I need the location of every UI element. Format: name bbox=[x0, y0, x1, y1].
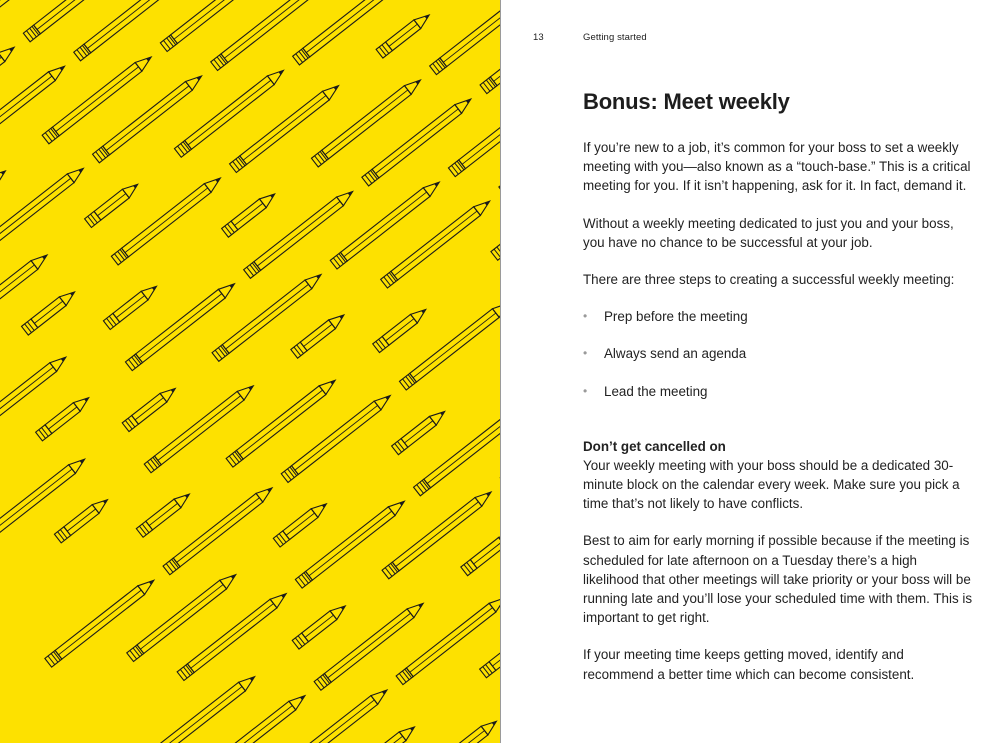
pencil-icon bbox=[480, 2, 500, 93]
paragraph: Best to aim for early morning if possible because if the meeting is scheduled for late afternoon on a Tuesday there’s a high likelihood that other meetings will take priority or your boss will be running late and you’ll lose your scheduled time with them. This is important to get right. bbox=[583, 533, 973, 626]
list-item bbox=[583, 382, 975, 401]
pencil-icon bbox=[373, 305, 429, 352]
bullet-icon: • bbox=[583, 383, 588, 398]
pencil-icon bbox=[85, 180, 141, 227]
pencil-icon bbox=[480, 630, 500, 677]
text-page bbox=[501, 0, 1000, 743]
page-number: 13 bbox=[533, 32, 544, 43]
pencil-icon bbox=[273, 500, 329, 547]
paragraph: Your weekly meeting with your boss should be a dedicated 30-minute block on the calendar every week. Make sure you pick a time that’s not likely to have conflicts. bbox=[583, 457, 960, 512]
pencil-icon bbox=[448, 85, 500, 176]
pencil-icon bbox=[222, 190, 278, 237]
pencil-icon bbox=[461, 528, 500, 575]
pencil-icon bbox=[0, 353, 69, 444]
intro-paragraph: If you’re new to a job, it’s common for your boss to set a weekly meeting with you—also known as a “touch-base.” This is a critical meeting for you. If it isn’t happening, ask for it. In fact, demand it. bbox=[583, 140, 971, 194]
pencil-icon bbox=[42, 53, 154, 144]
pencil-icon bbox=[230, 81, 342, 172]
pencil-icon bbox=[443, 717, 499, 743]
paragraph: If your meeting time keeps getting moved, identify and recommend a better time which can become consistent. bbox=[583, 647, 915, 682]
pencil-icon bbox=[93, 72, 205, 163]
pencil-icon bbox=[122, 384, 178, 431]
pencil-icon bbox=[54, 495, 110, 542]
running-header bbox=[533, 32, 647, 43]
article-body bbox=[583, 88, 975, 702]
pencil-icon bbox=[0, 167, 9, 214]
subheading: Don’t get cancelled on bbox=[583, 438, 726, 454]
pencil-icon bbox=[0, 62, 68, 153]
list-item bbox=[583, 344, 975, 363]
pencil-icon bbox=[136, 490, 192, 537]
pencil-icon bbox=[430, 0, 500, 75]
page-title: Bonus: Meet weekly bbox=[583, 89, 790, 114]
pencil-icon bbox=[0, 164, 87, 255]
pencil-icon bbox=[381, 197, 493, 288]
pencil-icon bbox=[291, 311, 347, 358]
list-item-text: Lead the meeting bbox=[604, 383, 708, 399]
pencil-icon bbox=[160, 0, 272, 52]
steps-list bbox=[583, 307, 975, 401]
pencil-icon bbox=[293, 0, 405, 65]
pencil-icon bbox=[292, 602, 348, 649]
paragraph: Without a weekly meeting dedicated to just you and your boss, you have no chance to be successful at your job. bbox=[583, 215, 954, 250]
pencil-icon bbox=[0, 0, 54, 47]
pencil-icon bbox=[376, 11, 432, 58]
pencil-icon bbox=[22, 288, 78, 335]
pencil-icon bbox=[0, 251, 50, 342]
pencil-icon bbox=[281, 391, 393, 482]
list-item-text: Always send an agenda bbox=[604, 346, 747, 362]
pencil-icon bbox=[212, 270, 324, 361]
list-item-text: Prep before the meeting bbox=[604, 309, 748, 325]
pencil-icon bbox=[491, 213, 500, 260]
pencil-icon bbox=[361, 723, 417, 743]
bullet-icon: • bbox=[583, 346, 588, 361]
pencil-icon bbox=[278, 686, 390, 743]
bullet-icon: • bbox=[583, 309, 588, 324]
pencil-icon bbox=[146, 672, 258, 743]
pencil-icon bbox=[103, 282, 159, 329]
pencil-icon bbox=[23, 0, 135, 42]
list-item bbox=[583, 307, 975, 326]
pencil-icon bbox=[330, 178, 442, 269]
pencil-icon bbox=[392, 407, 448, 454]
pencil-icon bbox=[196, 691, 308, 743]
pencil-icon bbox=[36, 393, 92, 440]
paragraph: There are three steps to creating a successful weekly meeting: bbox=[583, 272, 955, 288]
pencil-icon bbox=[382, 488, 494, 579]
pencil-icon bbox=[177, 589, 289, 680]
pencil-icon bbox=[0, 43, 18, 134]
section-title: Getting started bbox=[583, 32, 647, 43]
pencil-icon bbox=[74, 0, 186, 61]
pencil-icon bbox=[45, 576, 157, 667]
